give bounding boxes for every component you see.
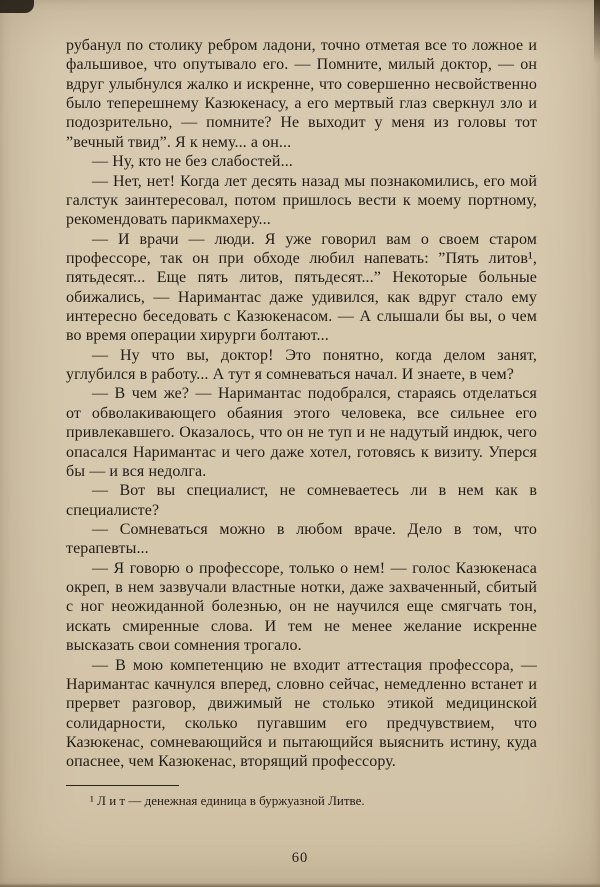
page-number: 60 bbox=[291, 850, 309, 866]
paragraph: — Я говорю о профессоре, только о нем! — голос Казюкенаса окреп, в нем зазвучали властные нотки, даже захваченный, сбитый с ног неожиданной болезнью, он не научился еще смягчать тон, искать смиренные слова. И тем не менее желание искренне высказать свои сомнения трогало. bbox=[66, 559, 537, 655]
paragraph: — В чем же? — Наримантас подобрался, стараясь отделаться от обволакивающего обаяния этого человека, все сильнее его привлекавшего. Оказалось, что он не туп и не надутый индюк, чего опасался Наримантас и чего даже хотел, готовясь к визиту. Уперся бы — и вся недолга. bbox=[66, 385, 537, 480]
scan-bottom-shadow bbox=[0, 883, 600, 887]
paragraph: — И врачи — люди. Я уже говорил вам о своем старом профессоре, так он при обходе любил напевать: ”Пять литов¹, пятьдесят... Еще пять литов, пятьдесят...” Некоторые больные обижались, — Наримантас даже удивился, как вдруг стало ему интересно беседовать с Казюкенасом. — А слышали бы вы, о чем во время операции хирурги болтают... bbox=[66, 230, 537, 345]
paragraph: — Ну, кто не без слабостей... bbox=[92, 153, 293, 171]
footnote-divider bbox=[66, 785, 179, 786]
scan-corner-mark bbox=[0, 0, 34, 13]
paragraph: — Ну что вы, доктор! Это понятно, когда делом занят, углубился в работу... А тут я сомневаться начал. И знаете, в чем? bbox=[66, 346, 537, 384]
paragraph: — Вот вы специалист, не сомневаетесь ли в нем как в специалисте? bbox=[66, 482, 537, 519]
paragraph: — Нет, нет! Когда лет десять назад мы познакомились, его мой галстук заинтересовал, потом пришлось вести к моему портному, рекомендовать парикмахеру... bbox=[66, 172, 537, 229]
paragraph: рубанул по столику ребром ладони, точно отметая все то ложное и фальшивое, что опутывало его. — Помните, милый доктор, — он вдруг улыбнулся жалко и искренне, что совершенно несвойственно было теперешнему Казюкенасу, а его мертвый глаз сверкнул зло и подозрительно, — помните? Не выходит у меня из головы тот ”вечный твид”. Я к нему... а он... bbox=[66, 37, 537, 151]
text-block bbox=[66, 36, 537, 772]
footnote: ¹ Л и т — денежная единица в буржуазной Литве. bbox=[90, 792, 365, 808]
paragraph: — В мою компетенцию не входит аттестация профессора, — Наримантас качнулся вперед, словно сейчас, немедленно встанет и прервет разговор, движимый не столько этикой медицинской солидарности, сколько пугавшим его предчувствием, что Казюкенас, сомневающийся и пытающийся выяснить истину, куда опаснее, чем Казюкенас, вторящий профессору. bbox=[66, 656, 537, 771]
paragraph: — Сомневаться можно в любом враче. Дело в том, что терапевты... bbox=[66, 520, 537, 558]
scan-edge-shadow bbox=[594, 0, 600, 64]
footnote-area bbox=[66, 785, 537, 809]
